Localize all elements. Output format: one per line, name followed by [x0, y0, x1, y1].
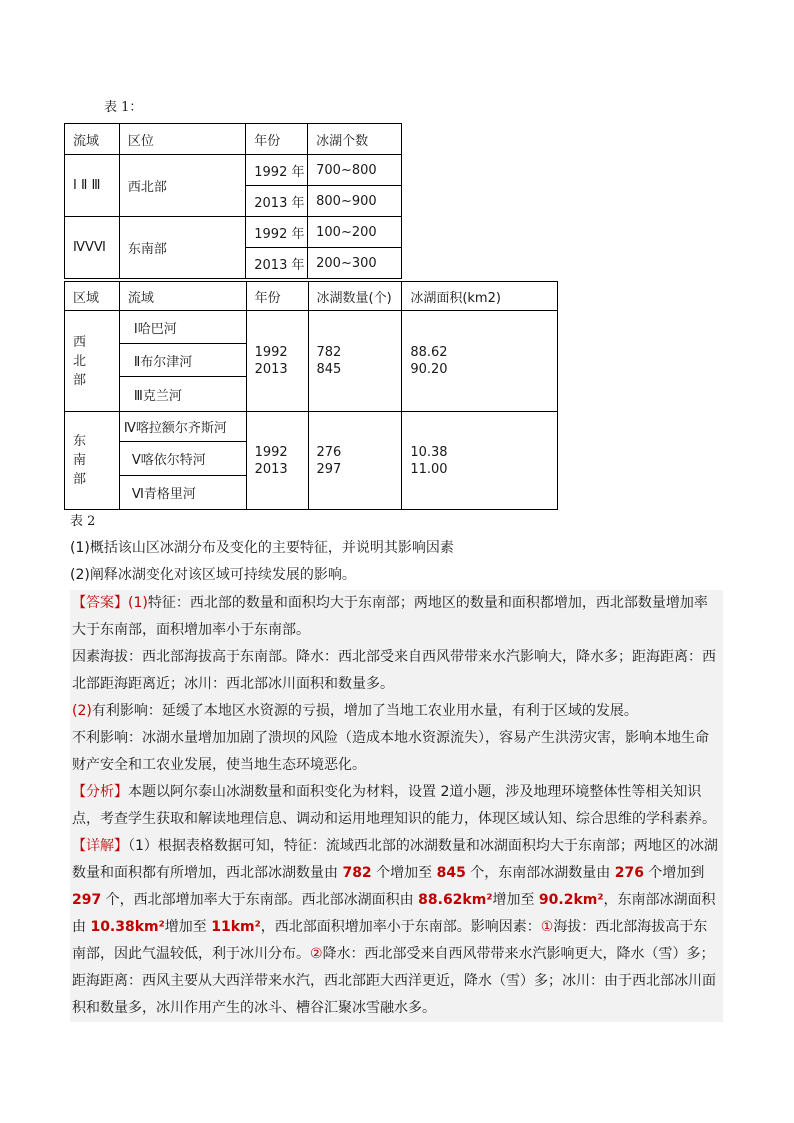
count-cell: 782 845 — [308, 311, 402, 412]
table-header-row — [65, 124, 402, 155]
location-cell: 东南部 — [119, 217, 245, 279]
basin-cell: Ⅵ青格里河 — [119, 476, 246, 510]
table1-caption: 表 1： — [104, 100, 143, 115]
detail — [70, 833, 723, 1022]
highlight-value: 782 — [342, 865, 372, 881]
answer-part2-lead: (2) — [72, 703, 92, 719]
count-cell: 200~300 — [308, 248, 402, 279]
highlight-value: 90.2km² — [538, 892, 604, 908]
area-cell: 88.62 90.20 — [402, 311, 558, 412]
question-2: (2)阐释冰湖变化对该区域可持续发展的影响。 — [70, 567, 356, 583]
detail-text: ，东南部冰湖面积由 — [72, 892, 716, 935]
table-header-cell: 流域 — [65, 124, 120, 155]
region-cell: 西 北 部 — [65, 311, 120, 412]
detail-tag: 【详解】 — [72, 838, 128, 854]
answer-part1 — [70, 590, 723, 644]
circled-number-2: ② — [310, 946, 323, 962]
detail-text: 个增加到 — [643, 865, 705, 881]
answer-block — [70, 590, 723, 1022]
detail-text: 降水：西北部受来自西风带带来水汽影响更大，降水（雪）多；距海距离：西风主要从大西洋带来水汽，西北部距大西洋更近，降水（雪）多；冰川：由于西北部冰川面积和数量多，冰川作用产生的冰斗、槽谷汇聚冰雪融水多。 — [72, 946, 716, 1016]
basin-cell: Ⅴ喀依尔特河 — [119, 442, 246, 476]
table-header-cell: 冰湖数量(个) — [308, 282, 402, 311]
basin-cell: Ⅲ克兰河 — [119, 377, 246, 412]
answer-tag: 【答案】 — [72, 595, 128, 611]
count-cell: 100~200 — [308, 217, 402, 248]
count-cell: 700~800 — [308, 155, 402, 186]
basin-cell: Ⅰ Ⅱ Ⅲ — [65, 155, 120, 217]
basin-cell: Ⅳ喀拉额尔齐斯河 — [119, 412, 246, 442]
count-cell: 276 297 — [308, 412, 402, 510]
year-cell: 2013 年 — [246, 186, 308, 217]
table-header-cell: 冰湖面积(km2) — [402, 282, 558, 311]
answer-factors: 因素海拔：西北部海拔高于东南部。降水：西北部受来自西风带带来水汽影响大，降水多；距海距离：西北部距海距离近；冰川：西北部冰川面积和数量多。 — [72, 649, 716, 692]
year-cell: 1992 年 — [246, 155, 308, 186]
detail-text: 海拔：西北部海拔高于东南部，因此气温较低，利于冰川分布。 — [72, 919, 708, 962]
analysis-tag: 【分析】 — [72, 784, 128, 800]
basin-cell: Ⅰ哈巴河 — [119, 311, 246, 344]
detail-text: 增加至 — [164, 919, 212, 935]
count-cell: 800~900 — [308, 186, 402, 217]
table-row — [65, 217, 402, 248]
detail-text: ，西北部面积增加率小于东南部。影响因素： — [260, 919, 541, 935]
highlight-value: 845 — [436, 865, 466, 881]
table-header-cell: 区域 — [65, 282, 120, 311]
table-header-cell: 流域 — [119, 282, 246, 311]
table-header-cell: 年份 — [246, 124, 308, 155]
circled-number-1: ① — [540, 919, 554, 935]
area-cell: 10.38 11.00 — [402, 412, 558, 510]
basin-cell: Ⅱ布尔津河 — [119, 344, 246, 377]
highlight-value: 11km² — [211, 919, 261, 935]
analysis — [70, 779, 723, 833]
detail-text: 个增加至 — [371, 865, 437, 881]
analysis-text: 本题以阿尔泰山冰湖数量和面积变化为材料，设置 2道小题，涉及地理环境整体性等相关知识点，考查学生获取和解读地理信息、调动和运用地理知识的能力，体现区域认知、综合思维的学科素养。 — [72, 784, 716, 827]
table-row — [65, 155, 402, 186]
highlight-value: 297 — [72, 892, 102, 908]
region-cell: 东 南 部 — [65, 412, 120, 510]
years-cell: 1992 2013 — [246, 412, 308, 510]
basin-cell: ⅣⅤⅥ — [65, 217, 120, 279]
highlight-value: 276 — [614, 865, 644, 881]
answer-part2-text: 有利影响：延缓了本地区水资源的亏损，增加了当地工农业用水量，有利于区域的发展。 — [91, 703, 638, 719]
table-row — [65, 412, 558, 442]
year-cell: 1992 年 — [246, 217, 308, 248]
answer-part2 — [70, 698, 723, 725]
table-header-cell: 区位 — [119, 124, 245, 155]
detail-text: 个，西北部增加率大于东南部。西北部冰湖面积由 — [101, 892, 419, 908]
table2-caption: 表 2 — [70, 514, 96, 529]
table-header-row — [65, 282, 558, 311]
detail-text: （1）根据表格数据可知，特征：流域西北部的冰湖数量和冰湖面积均大于东南部；两地区的冰湖数量和面积都有所增加，西北部冰湖数量由 — [72, 838, 718, 881]
answer-part1-text: 特征：西北部的数量和面积均大于东南部；两地区的数量和面积都增加，西北部数量增加率大于东南部，面积增加率小于东南部。 — [72, 595, 708, 638]
table-header-cell: 冰湖个数 — [308, 124, 402, 155]
answer-part1-lead: (1) — [128, 595, 148, 611]
detail-text: 增加至 — [492, 892, 539, 908]
year-cell: 2013 年 — [246, 248, 308, 279]
highlight-value: 88.62km² — [418, 892, 493, 908]
table-row — [65, 311, 558, 344]
answer-negative: 不利影响：冰湖水量增加加剧了溃坝的风险（造成本地水资源流失），容易产生洪涝灾害，影响本地生命财产安全和工农业发展，使当地生态环境恶化。 — [72, 730, 709, 773]
table-header-cell: 年份 — [246, 282, 308, 311]
location-cell: 西北部 — [119, 155, 245, 217]
years-cell: 1992 2013 — [246, 311, 308, 412]
table1 — [64, 123, 402, 279]
highlight-value: 10.38km² — [90, 919, 165, 935]
question-1: (1)概括该山区冰湖分布及变化的主要特征，并说明其影响因素 — [70, 540, 454, 556]
detail-text: 个，东南部冰湖数量由 — [465, 865, 615, 881]
table2 — [64, 281, 558, 510]
